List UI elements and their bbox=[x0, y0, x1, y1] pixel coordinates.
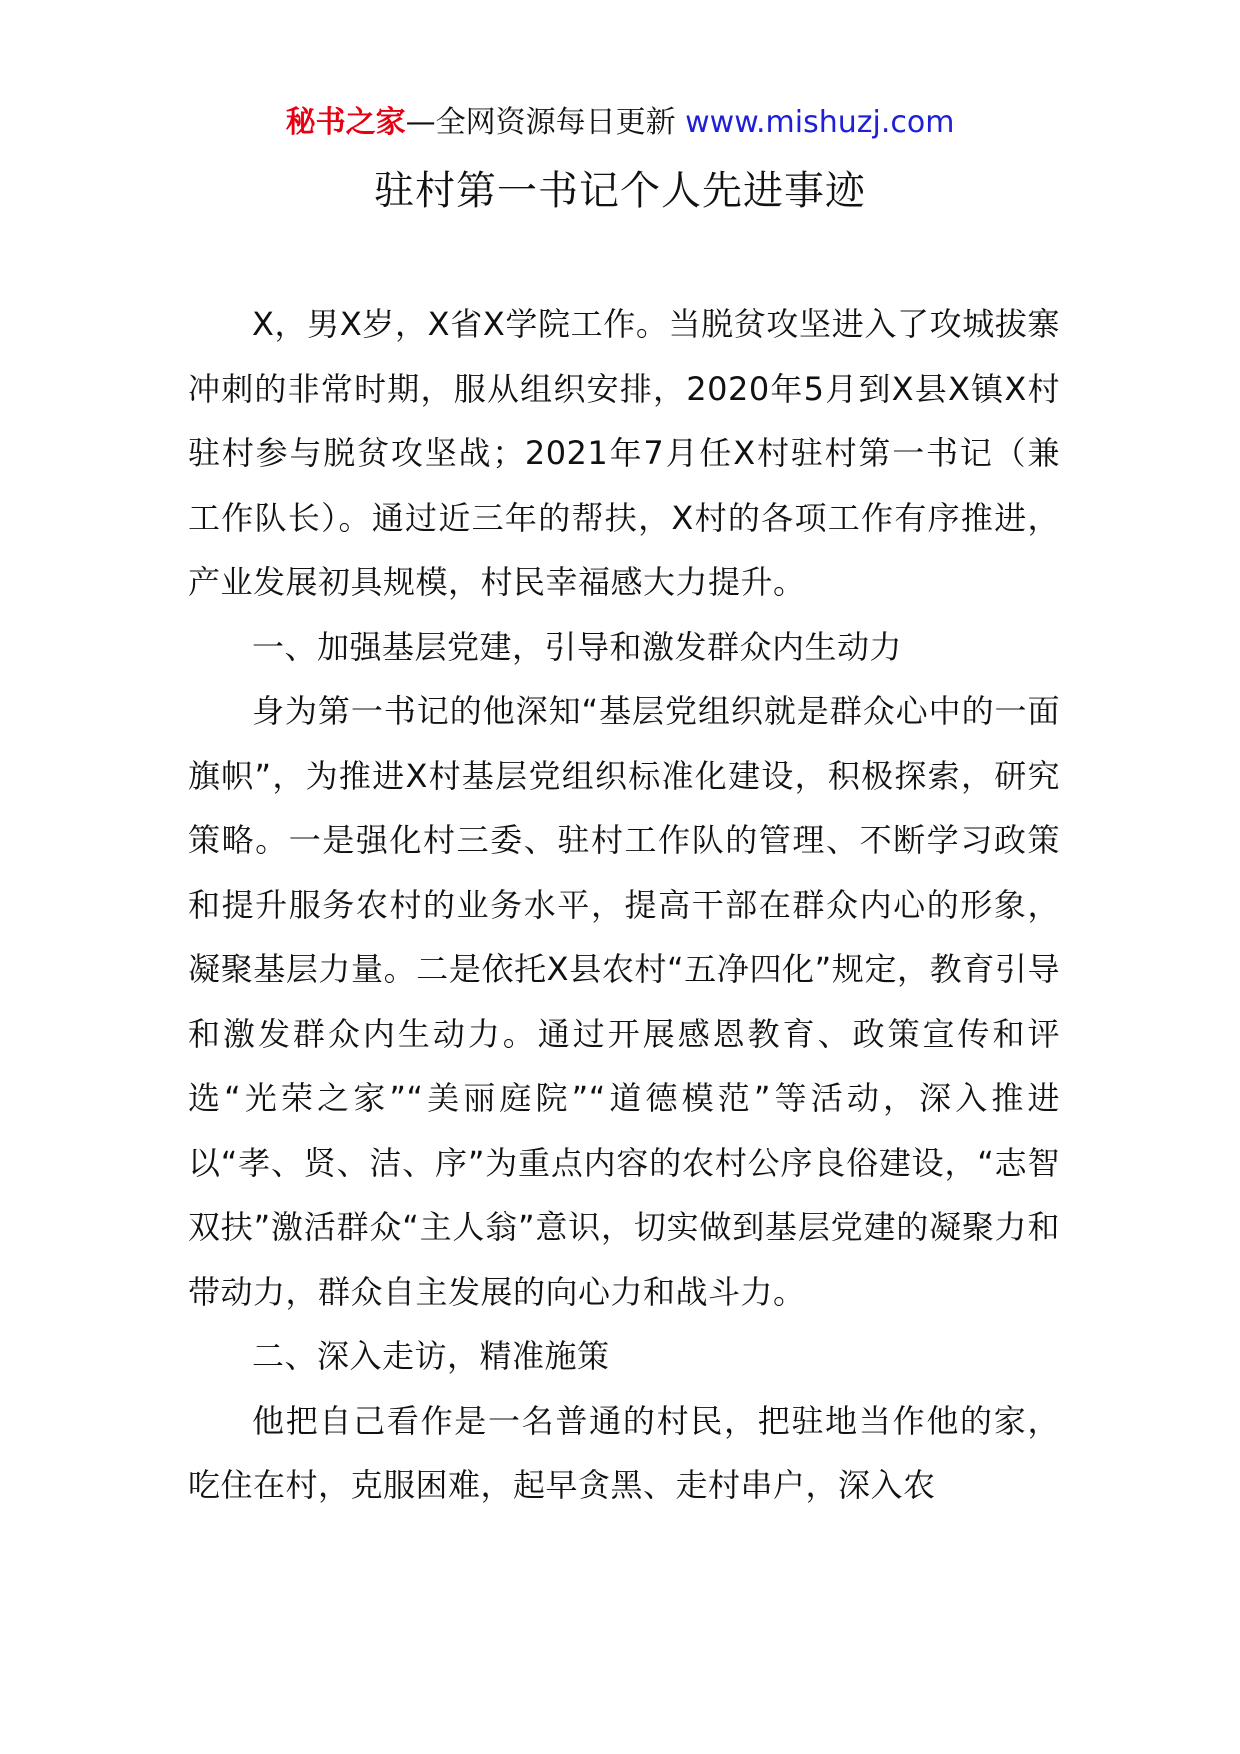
document-body bbox=[188, 292, 1060, 1518]
paragraph-visits: 他把自己看作是一名普通的村民，把驻地当作他的家，吃住在村，克服困难，起早贪黑、走村串户，深入农 bbox=[188, 1401, 1060, 1504]
site-tagline: —全网资源每日更新 bbox=[405, 105, 686, 140]
site-url-link[interactable]: www.mishuzj.com bbox=[685, 105, 955, 140]
paragraph-party-building: 身为第一书记的他深知“基层党组织就是群众心中的一面旗帜”，为推进X村基层党组织标准化建设，积极探索，研究策略。一是强化村三委、驻村工作队的管理、不断学习政策和提升服务农村的业务水平，提高干部在群众内心的形象，凝聚基层力量。二是依托X县农村“五净四化”规定，教育引导和激发群众内生动力。通过开展感恩教育、政策宣传和评选“光荣之家”“美丽庭院”“道德模范”等活动，深入推进以“孝、贤、洁、序”为重点内容的农村公序良俗建设，“志智双扶”激活群众“主人翁”意识，切实做到基层党建的凝聚力和带动力，群众自主发展的向心力和战斗力。 bbox=[188, 692, 1060, 1311]
document-title: 驻村第一书记个人先进事迹 bbox=[374, 168, 866, 214]
section-heading-1: 一、加强基层党建，引导和激发群众内生动力 bbox=[252, 627, 903, 666]
site-header bbox=[0, 103, 1240, 143]
paragraph-intro: X，男X岁，X省X学院工作。当脱贫攻坚进入了攻城拔寨冲刺的非常时期，服从组织安排，2020年5月到X县X镇X村驻村参与脱贫攻坚战；2021年7月任X村驻村第一书记（兼工作队长）。通过近三年的帮扶，X村的各项工作有序推进，产业发展初具规模，村民幸福感大力提升。 bbox=[188, 305, 1060, 601]
brand-name: 秘书之家 bbox=[285, 105, 406, 140]
section-heading-2: 二、深入走访，精准施策 bbox=[252, 1337, 610, 1375]
